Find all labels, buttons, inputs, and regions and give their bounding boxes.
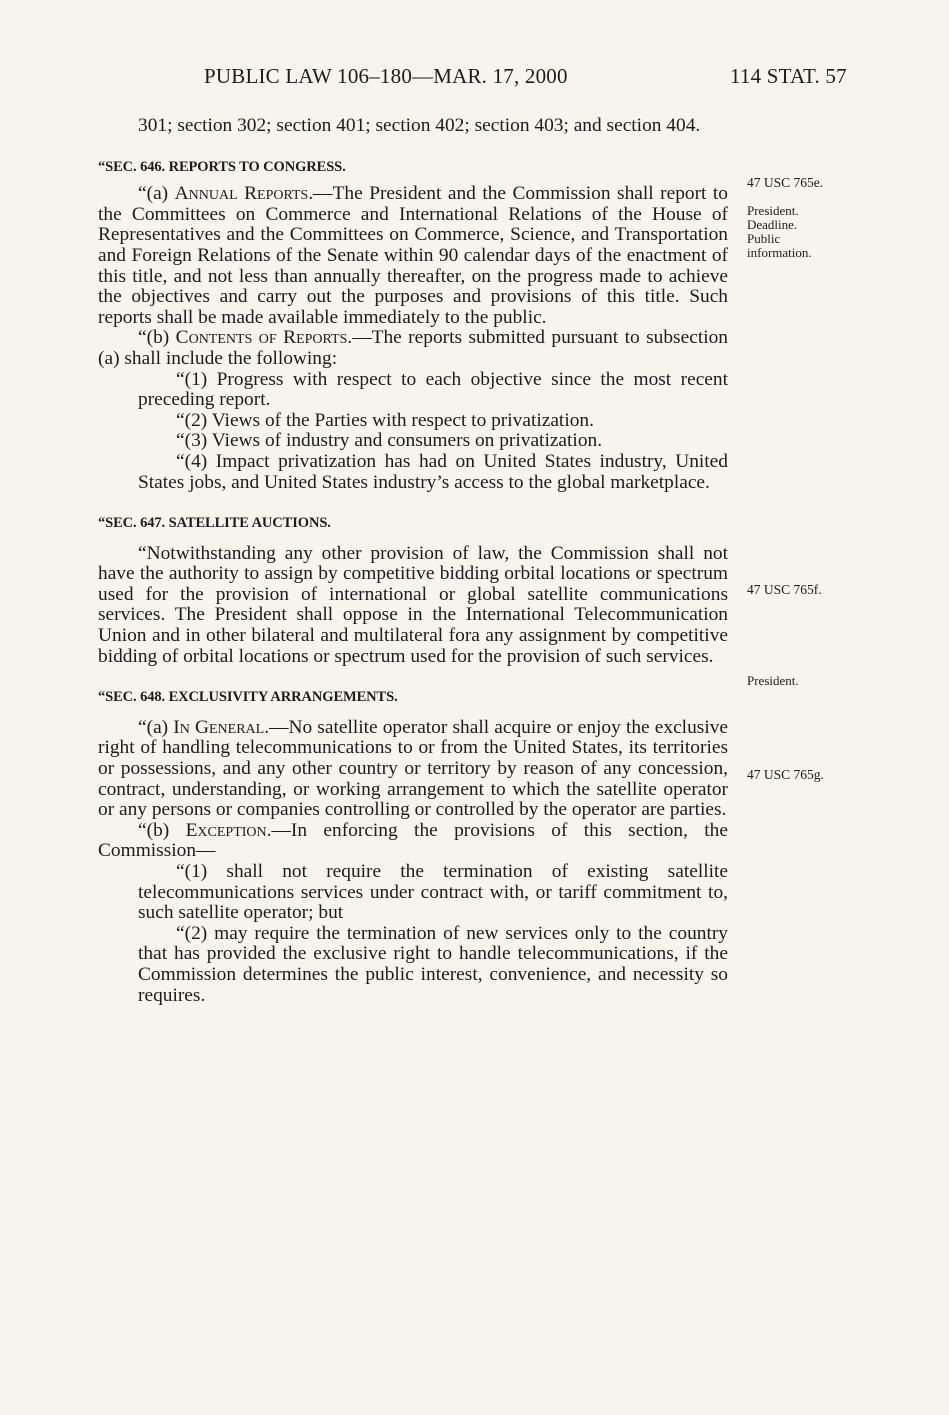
margin-note-president-647: President. (747, 673, 799, 688)
subsection-a-title: Annual Reports (174, 183, 309, 205)
body-text-column (98, 116, 728, 1006)
margin-note-usc-765f: 47 USC 765f. (747, 582, 822, 597)
margin-note-646-topics (747, 204, 857, 260)
section-646-item-1: “(1) Progress with respect to each objective since the most recent preceding report. (138, 368, 728, 411)
section-648-subsection-a (98, 718, 728, 821)
subsection-b-text: .—In enforcing the provisions of this section, the Commission— (98, 819, 728, 862)
subsection-a-text: .—No satellite operator shall acquire or enjoy the exclusive right of handling telecommunications to or from the United States, its territories or possessions, and any other country or territory by reason of any concession, contract, understanding, or working arrangement to which the satellite operator or any persons or companies controlling or controlled by the operator are parties. (98, 716, 729, 821)
section-646-item-3: “(3) Views of industry and consumers on privatization. (176, 430, 603, 452)
subsection-a-label: “(a) (138, 716, 174, 738)
section-648-heading: “SEC. 648. EXCLUSIVITY ARRANGEMENTS. (98, 689, 398, 706)
section-647-heading: “SEC. 647. SATELLITE AUCTIONS. (98, 515, 331, 532)
subsection-a-text: .—The President and the Commission shall report to the Committees on Commerce and International Relations of the House of Representatives and the Committees on Commerce, Science, and Transportation and Foreign Relations of the Senate within 90 calendar days of the enactment of this title, and not less than annually thereafter, on the progress made to achieve the objectives and carry out the purposes and provisions of this title. Such reports shall be made available immediately to the public. (98, 183, 729, 328)
running-header-title: PUBLIC LAW 106–180—MAR. 17, 2000 (204, 64, 568, 88)
section-648-item-1: “(1) shall not require the termination of existing satellite telecommunications services under contract with, or tariff commitment to, such satellite operator; but (138, 861, 728, 924)
intro-continuation: 301; section 302; section 401; section 402; section 403; and section 404. (138, 115, 701, 136)
page-number: 114 STAT. 57 (730, 64, 847, 88)
section-648-item-2: “(2) may require the termination of new services only to the country that has provided the exclusive right to handle telecommunications, if the Commission determines the public interest, convenience, and necessity so requires. (138, 922, 728, 1006)
subsection-b-title: Exception (185, 819, 267, 841)
section-646-heading: “SEC. 646. REPORTS TO CONGRESS. (98, 158, 346, 175)
section-646-item-4: “(4) Impact privatization has had on United States industry, United States jobs, and United States industry’s access to the global marketplace. (138, 450, 728, 493)
margin-note-deadline: Deadline. (747, 217, 798, 232)
margin-note-usc-765e: 47 USC 765e. (747, 175, 824, 190)
subsection-b-title: Contents of Reports (175, 327, 348, 349)
margin-note-public-information: Public information. (747, 231, 812, 260)
subsection-a-title: In General (173, 716, 265, 738)
subsection-b-label: “(b) (138, 819, 186, 841)
section-646-subsection-a (98, 184, 728, 328)
section-646-item-2: “(2) Views of the Parties with respect to privatization. (176, 409, 594, 431)
margin-note-usc-765g: 47 USC 765g. (747, 767, 824, 782)
section-646-subsection-b (98, 328, 728, 369)
margin-note-president: President. (747, 203, 799, 218)
subsection-b-label: “(b) (138, 327, 176, 349)
subsection-a-label: “(a) (138, 183, 175, 205)
section-647-text: “Notwithstanding any other provision of law, the Commission shall not have the authority to assign by competitive bidding orbital locations or spectrum used for the provision of international or global satellite communications services. The President shall oppose in the International Telecommunication Union and in other bilateral and multilateral fora any assignment by competitive bidding of orbital locations or spectrum used for the provision of such services. (98, 542, 728, 667)
section-648-subsection-b (98, 821, 728, 862)
subsection-b-text: .—The reports submitted pursuant to subsection (a) shall include the following: (98, 327, 728, 369)
